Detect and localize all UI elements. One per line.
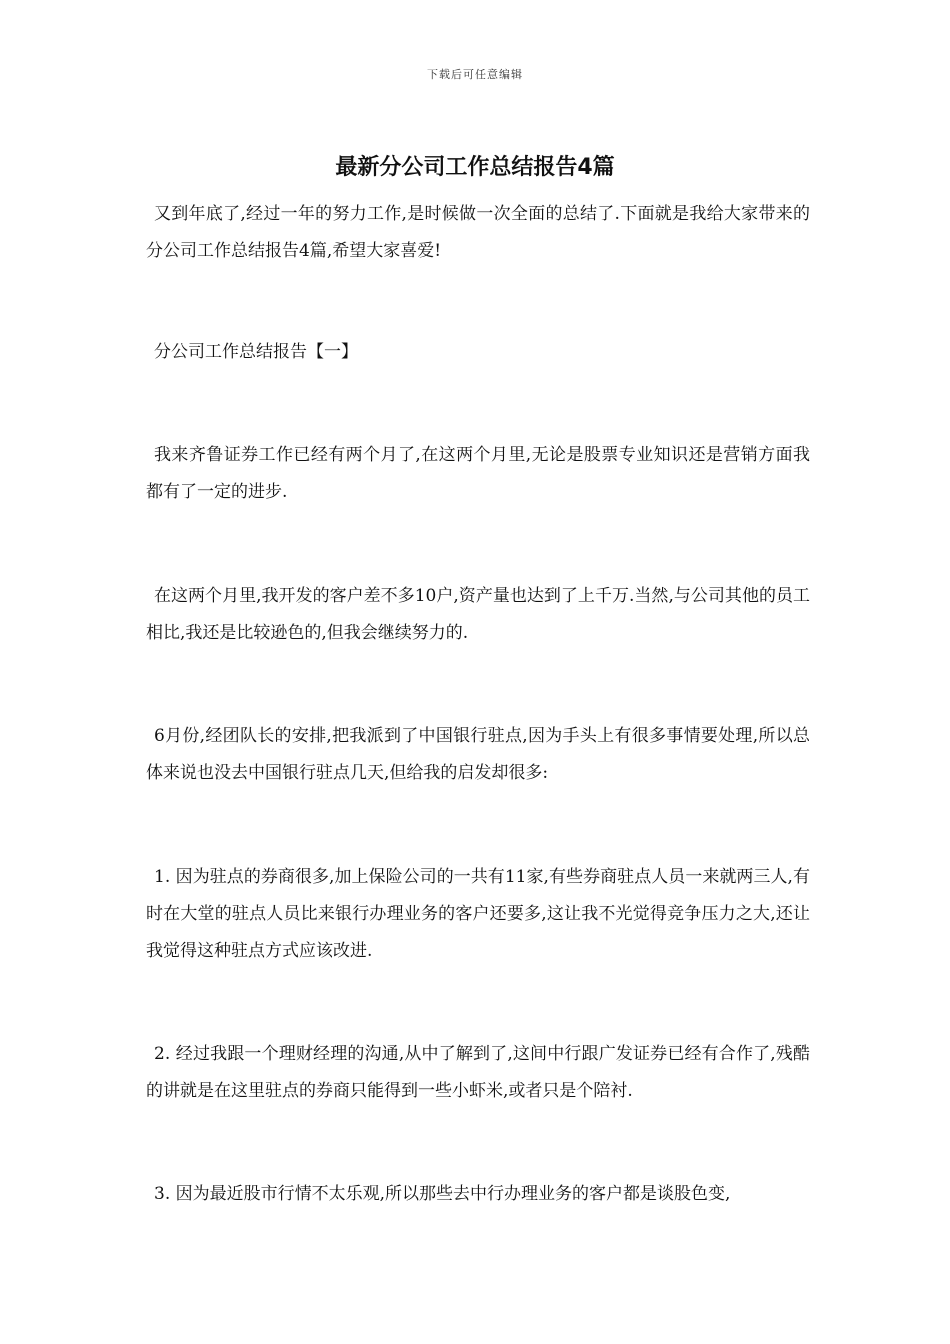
section-heading-block <box>146 334 810 371</box>
paragraph-body: 我来齐鲁证券工作已经有两个月了,在这两个月里,无论是股票专业知识还是营销方面我都有了一定的进步. <box>146 445 810 502</box>
paragraph-intro-block <box>146 196 810 270</box>
paragraph-intro: 又到年底了,经过一年的努力工作,是时候做一次全面的总结了.下面就是我给大家带来的分公司工作总结报告4篇,希望大家喜爱! <box>146 204 810 261</box>
list-item-block-2 <box>146 1036 810 1110</box>
document-title: 最新分公司工作总结报告4篇 <box>335 155 615 180</box>
paragraph-body: 在这两个月里,我开发的客户差不多10户,资产量也达到了上千万.当然,与公司其他的员工相比,我还是比较逊色的,但我会继续努力的. <box>146 586 810 643</box>
paragraph-block-2 <box>146 578 810 652</box>
paragraph-body: 6月份,经团队长的安排,把我派到了中国银行驻点,因为手头上有很多事情要处理,所以总体来说也没去中国银行驻点几天,但给我的启发却很多: <box>146 726 810 783</box>
list-item-block-1 <box>146 859 810 970</box>
section-heading: 分公司工作总结报告【一】 <box>154 342 358 362</box>
list-item: 2. 经过我跟一个理财经理的沟通,从中了解到了,这间中行跟广发证券已经有合作了,残酷的讲就是在这里驻点的券商只能得到一些小虾米,或者只是个陪衬. <box>146 1044 810 1101</box>
header-note: 下载后可任意编辑 <box>427 68 523 81</box>
list-item-block-3 <box>146 1176 810 1213</box>
paragraph-block-1 <box>146 437 810 511</box>
list-item: 1. 因为驻点的券商很多,加上保险公司的一共有11家,有些券商驻点人员一来就两三人,有时在大堂的驻点人员比来银行办理业务的客户还要多,这让我不光觉得竞争压力之大,还让我觉得这种驻点方式应该改进. <box>146 867 810 961</box>
paragraph-block-3 <box>146 718 810 792</box>
list-item: 3. 因为最近股市行情不太乐观,所以那些去中行办理业务的客户都是谈股色变, <box>154 1184 731 1204</box>
